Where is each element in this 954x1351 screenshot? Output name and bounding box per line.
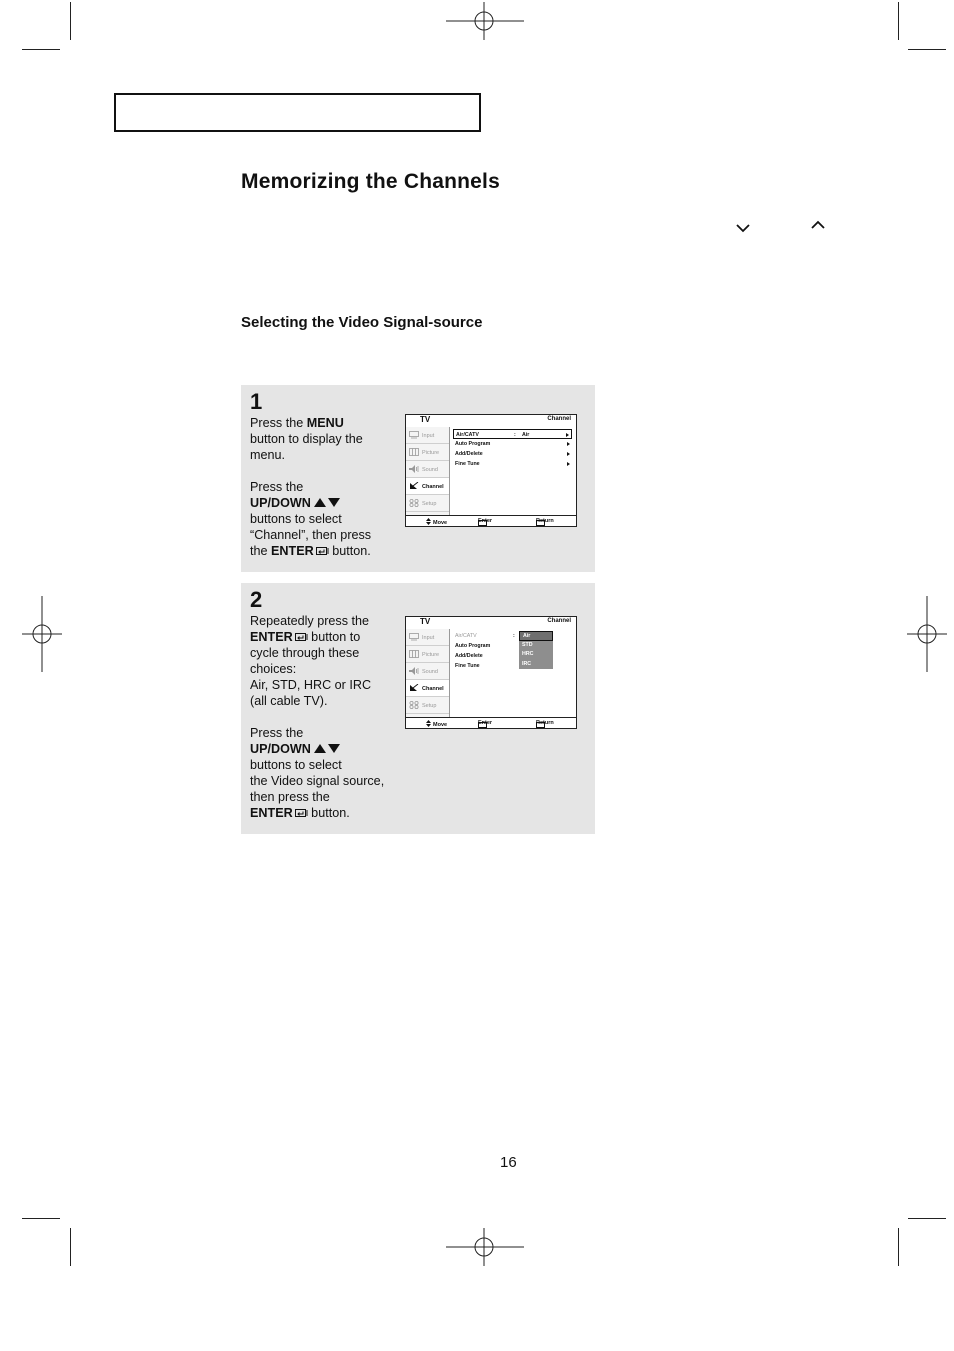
enter-icon [478,520,487,526]
tv-footer-enter: Enter [478,720,493,726]
tv-sidebar-item-setup [406,697,449,714]
tv-sidebar-item-channel [406,680,449,697]
tv-sidebar-item-sound [406,663,449,680]
tv-row-label: Add/Delete [455,653,483,659]
registration-mark-icon [446,2,524,40]
enter-icon [316,546,329,556]
down-arrow-icon [328,744,340,753]
tv-menu-sidebar [406,427,450,517]
registration-mark-icon [22,596,62,672]
tv-menu-row-air-catv [453,631,572,641]
step-instructions [250,613,400,821]
tv-footer-move: Move [433,722,448,728]
tv-sidebar-label: Channel [422,686,444,692]
text: button. [328,544,371,558]
tv-footer-return: Return [536,518,554,524]
enter-icon [295,808,308,818]
tv-menu-row-auto-program [453,641,572,651]
text: the [250,544,272,558]
satellite-dish-icon [409,482,419,490]
section-heading: Selecting the Video Signal-source [241,314,483,331]
enter-icon [478,722,487,728]
tv-sidebar-label: Sound [422,467,438,473]
tv-sidebar-item-input [406,629,449,646]
text: buttons to select [250,512,342,526]
tv-row-label: Fine Tune [455,461,480,467]
text: Press the [250,416,307,430]
text: Air, STD, HRC or IRC [250,678,372,692]
tv-sidebar-label: Picture [422,450,440,456]
chevron-up-icon [811,220,825,230]
text: menu. [250,448,286,462]
tv-dropdown-option: STD [522,641,533,648]
tv-menu-section: Channel [547,618,571,624]
step-number: 1 [250,389,263,414]
tv-sidebar-item-input [406,427,449,444]
return-icon [536,722,545,728]
speaker-icon [409,667,419,675]
settings-icon [409,701,419,709]
tv-menu-footer [406,515,576,526]
registration-mark-icon [446,1228,524,1266]
text: Press the [250,726,304,740]
text: “Channel”, then press [250,528,372,542]
tv-menu-title: TV [420,415,431,424]
crop-mark [898,1228,899,1266]
tv-footer-move: Move [433,520,448,526]
tv-sidebar-label: Setup [422,703,437,709]
tv-menu-row-auto-program [453,439,572,449]
arrow-right-icon [567,462,570,466]
tv-sidebar-item-channel [406,478,449,495]
tv-menu-header [406,415,576,427]
arrow-right-icon [566,433,569,437]
crop-mark [898,2,899,40]
tv-menu-footer [406,717,576,728]
tv-row-colon: : [514,432,516,438]
crop-mark [908,1218,946,1219]
tv-menu-row-fine-tune [453,661,572,671]
tv-row-label: Auto Program [455,643,491,649]
text: (all cable TV). [250,694,328,708]
input-icon [409,633,419,641]
move-updown-icon [426,720,431,727]
tv-menu-sidebar [406,629,450,719]
step-panel [241,385,595,572]
header-box [114,93,481,132]
key-name: UP/DOWN [250,742,311,756]
text: cycle through these [250,646,360,660]
tv-sidebar-label: Input [422,635,435,641]
page-title: Memorizing the Channels [241,170,500,193]
crop-mark [22,49,60,50]
settings-icon [409,499,419,507]
tv-row-value: Air [522,432,530,438]
tv-sidebar-label: Input [422,433,435,439]
tv-menu-section: Channel [547,416,571,422]
key-name: ENTER [250,806,293,820]
tv-row-label: Fine Tune [455,663,480,669]
text: then press the [250,790,330,804]
tv-row-label: Add/Delete [455,451,483,457]
crop-mark [70,1228,71,1266]
tv-sidebar-label: Picture [422,652,440,658]
step-panel [241,583,595,834]
key-name: ENTER [250,630,293,644]
chevron-down-icon [736,223,750,233]
tv-row-colon: : [513,633,515,639]
tv-sidebar-label: Channel [422,484,444,490]
text: Press the [250,480,304,494]
picture-icon [409,650,419,658]
tv-row-label: Air/CATV [455,633,477,639]
arrow-right-icon [567,452,570,456]
tv-menu-row-air-catv [453,429,572,439]
picture-icon [409,448,419,456]
key-name: ENTER [271,544,314,558]
tv-menu-row-fine-tune [453,459,572,469]
text: the Video signal source, [250,774,385,788]
step-number: 2 [250,587,263,612]
tv-sidebar-item-picture [406,444,449,461]
tv-menu-header [406,617,576,629]
tv-sidebar-item-setup [406,495,449,512]
tv-menu-content [453,429,572,516]
crop-mark [70,2,71,40]
text: choices: [250,662,297,676]
tv-menu-screenshot [405,414,577,527]
input-icon [409,431,419,439]
up-arrow-icon [314,744,326,753]
return-icon [536,520,545,526]
tv-sidebar-item-sound [406,461,449,478]
page-number: 16 [500,1154,517,1171]
text: button. [307,806,350,820]
tv-sidebar-label: Setup [422,501,437,507]
key-name: UP/DOWN [250,496,311,510]
tv-menu-content [453,631,572,718]
tv-footer-return: Return [536,720,554,726]
tv-menu-title: TV [420,617,431,626]
enter-icon [295,632,308,642]
tv-menu-row-add-delete [453,651,572,661]
tv-row-label: Air/CATV [456,432,479,438]
registration-mark-icon [907,596,947,672]
crop-mark [908,49,946,50]
tv-dropdown-option: IRC [522,660,532,667]
up-arrow-icon [314,498,326,507]
tv-footer-enter: Enter [478,518,493,524]
text: button to display the [250,432,363,446]
tv-signal-dropdown [519,631,553,669]
step-instructions [250,415,400,559]
tv-dropdown-option: HRC [522,651,534,657]
move-updown-icon [426,518,431,525]
tv-menu-screenshot [405,616,577,729]
key-name: MENU [306,416,344,430]
satellite-dish-icon [409,684,419,692]
text: button to [307,630,361,644]
arrow-right-icon [567,442,570,446]
tv-sidebar-label: Sound [422,669,438,675]
text: Repeatedly press the [250,614,370,628]
speaker-icon [409,465,419,473]
tv-sidebar-item-picture [406,646,449,663]
tv-row-label: Auto Program [455,441,491,447]
tv-menu-row-add-delete [453,449,572,459]
down-arrow-icon [328,498,340,507]
crop-mark [22,1218,60,1219]
tv-dropdown-option: Air [519,631,553,641]
text: buttons to select [250,758,342,772]
